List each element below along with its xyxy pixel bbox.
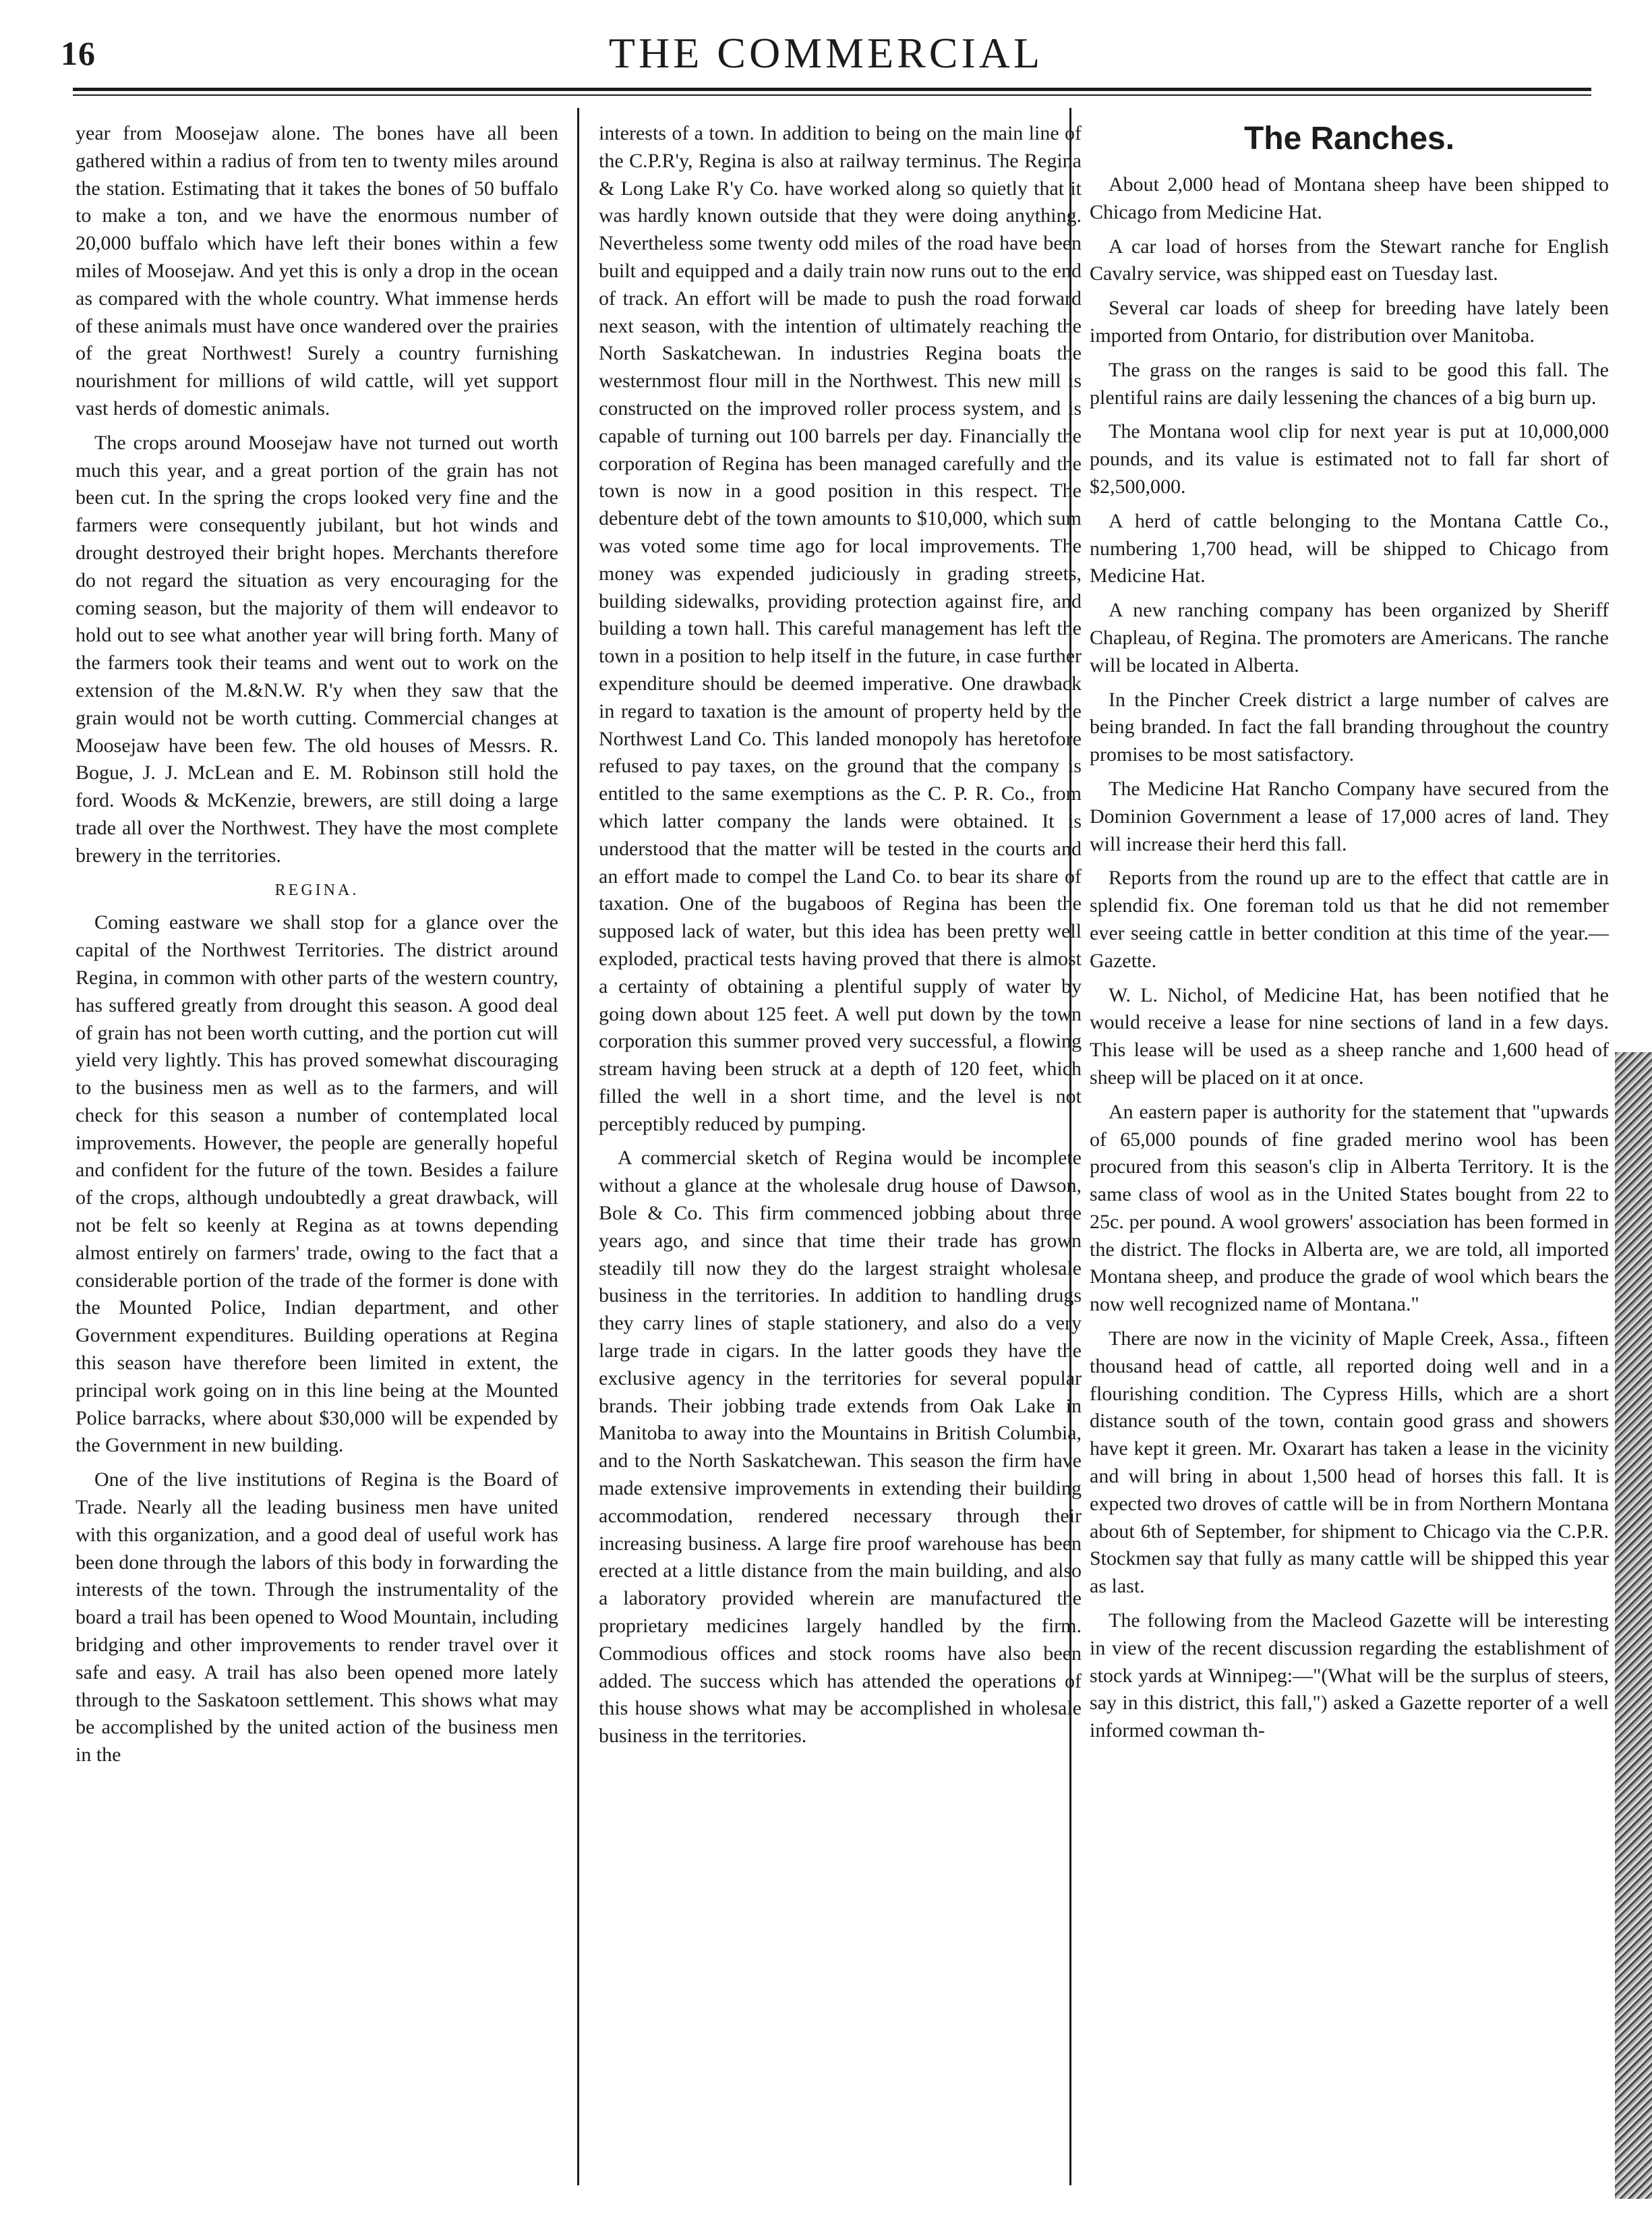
news-item: The Montana wool clip for next year is put at 10,000,000 pounds, and its value is estimated not to fall far short of $2,500,000.	[1090, 420, 1609, 498]
column-2	[599, 120, 1082, 2184]
article-paragraph: year from Moosejaw alone. The bones have all been gathered within a radius of from ten to twenty miles around the station. Estimating that it takes the bones of 50 buffalo to make a ton, and we have the enormous number of 20,000 buffalo which have left their bones within a few miles of Moosejaw. And yet this is only a drop in the ocean as compared with the whole country. What immense herds of these animals must have once wandered over the prairies of the great Northwest! Surely a country furnishing nourishment for millions of wild cattle, will yet support vast herds of domestic animals.	[76, 122, 558, 420]
ranches-heading: The Ranches.	[1243, 121, 1455, 156]
news-item: A car load of horses from the Stewart ranche for English Cavalry service, was shipped east on Tuesday last.	[1090, 235, 1609, 285]
news-item: An eastern paper is authority for the statement that "upwards of 65,000 pounds of fine graded merino wool has been procured from this season's clip in Alberta Territory. It is the same class of wool as in the United States bought from 22 to 25c. per pound. A wool growers' association has been formed in the district. The flocks in Alberta are, we are told, all imported Montana sheep, and produce the grade of wool which bears the now well recognized name of Montana."	[1090, 1100, 1609, 1316]
section-heading-regina: REGINA.	[274, 881, 359, 899]
news-item: W. L. Nichol, of Medicine Hat, has been notified that he would receive a lease for nine sections of land in a few days. This lease will be used as a sheep ranche and 1,600 head of sheep will be placed on it at once.	[1090, 983, 1609, 1089]
news-item: The Medicine Hat Rancho Company have secured from the Dominion Government a lease of 17,000 acres of land. They will increase their herd this fall.	[1090, 777, 1609, 855]
news-item: About 2,000 head of Montana sheep have been shipped to Chicago from Medicine Hat.	[1090, 173, 1609, 223]
article-paragraph: The crops around Moosejaw have not turned out worth much this year, and a great portion of the grain has not been cut. In the spring the crops looked very fine and the farmers were consequently jubilant, but hot winds and drought destroyed their bright hopes. Merchants therefore do not regard the situation as very encouraging for the coming season, but the majority of them will endeavor to hold out to see what another year will bring forth. Many of the farmers took their teams and went out to work on the extension of the M.&N.W. R'y when they saw that the grain would not be worth cutting. Commercial changes at Moosejaw have been few. The old houses of Messrs. R. Bogue, J. J. McLean and E. M. Robinson still hold the ford. Woods & McKenzie, brewers, are still doing a large trade all over the Northwest. They have the most complete brewery in the territories.	[76, 431, 558, 867]
header-rule-thin	[73, 94, 1591, 96]
column-1	[76, 120, 558, 2184]
page-number: 16	[61, 34, 96, 72]
news-item: In the Pincher Creek district a large number of calves are being branded. In fact the fall branding throughout the country promises to be most satisfactory.	[1090, 688, 1609, 766]
news-item: Reports from the round up are to the effect that cattle are in splendid fix. One foreman told us that he did not remember ever seeing cattle in better condition at this time of the year.—Gazette.	[1090, 867, 1609, 972]
news-item: Several car loads of sheep for breeding have lately been imported from Ontario, for distribution over Manitoba.	[1090, 297, 1609, 347]
news-item: There are now in the vicinity of Maple Creek, Assa., fifteen thousand head of cattle, all reported doing well and in a flourishing condition. The Cypress Hills, which are a short distance south of the town, contain good grass and showers have kept it green. Mr. Oxarart has taken a lease in the vicinity and will bring in about 1,500 head of horses this fall. It is expected two droves of cattle will be in from Northern Montana about 6th of September, for shipment to Chicago via the C.P.R. Stockmen say that fully as many cattle will be shipped this year as last.	[1090, 1327, 1609, 1598]
page-edge-shadow	[1615, 1052, 1652, 2199]
news-item: A new ranching company has been organized by Sheriff Chapleau, of Regina. The promoters are Americans. The ranche will be located in Alberta.	[1090, 599, 1609, 677]
news-item: The following from the Macleod Gazette will be interesting in view of the recent discussion regarding the establishment of stock yards at Winnipeg:—"(What will be the surplus of steers, say in this district, this fall,") asked a Gazette reporter of a well informed cowman th-	[1090, 1609, 1609, 1742]
column-divider	[577, 108, 579, 2185]
article-paragraph: interests of a town. In addition to being on the main line of the C.P.R'y, Regina is also at railway terminus. The Regina & Long Lake R'y Co. have worked along so quietly that it was hardly known outside that they were doing anything. Nevertheless some twenty odd miles of the road have been built and equipped and a daily train now runs out to the end of track. An effort will be made to push the road forward next season, with the intention of ultimately reaching the North Saskatchewan. In industries Regina boats the westernmost flour mill in the Northwest. This new mill is constructed on the improved roller process system, and is capable of turning out 100 barrels per day. Financially the corporation of Regina has been managed carefully and the town is now in a good position in this respect. The debenture debt of the town amounts to $10,000, which sum was voted some time ago for local improvements. The money was expended judiciously in grading streets, building sidewalks, providing protection against fire, and building a town hall. This careful management has left the town in a position to help itself in the future, in case further expenditure should be deemed imperative. One drawback in regard to taxation is the amount of property held by the Northwest Land Co. This landed monopoly has heretofore refused to pay taxes, on the ground that the company is entitled to the same exemptions as the C. P. R. Co., from which latter company the lands were obtained. It is understood that the matter will be tested in the courts and an effort made to compel the Land Co. to bear its share of taxation. One of the bugaboos of Regina has been the supposed lack of water, but this idea has been pretty well exploded, practical tests having proved that there is almost a certainty of obtaining a plentiful supply of water by going down about 125 feet. A well put down by the town corporation this summer proved very successful, a flowing stream having been struck at a depth of 120 feet, which filled the well in a short time, and the level is not perceptibly reduced by pumping.	[599, 122, 1082, 1135]
header-rule	[73, 88, 1591, 91]
news-item: A herd of cattle belonging to the Montana Cattle Co., numbering 1,700 head, will be shipped to Chicago from Medicine Hat.	[1090, 509, 1609, 587]
newspaper-masthead: THE COMMERCIAL	[608, 29, 1044, 77]
article-paragraph: A commercial sketch of Regina would be incomplete without a glance at the wholesale drug house of Dawson, Bole & Co. This firm commenced jobbing about three years ago, and since that time their trade has grown steadily till now they do the largest straight wholesale business in the territories. In addition to handling drugs they carry lines of staple stationery, and also do a very large trade in cigars. In the latter goods they have the exclusive agency in the territories for several popular brands. Their jobbing trade extends from Oak Lake in Manitoba to away into the Mountains in British Columbia, and to the North Saskatchewan. This season the firm have made extensive improvements in extending their building accommodation, rendered necessary through their increasing business. A large fire proof warehouse has been erected at a little distance from the main building, and also a laboratory provided wherein are manufactured the proprietary medicines largely handled by the firm. Commodious offices and stock rooms have also been added. The success which has attended the operations of this house shows what may be accomplished in wholesale business in the territories.	[599, 1147, 1082, 1748]
news-item: The grass on the ranges is said to be good this fall. The plentiful rains are daily lessening the chances of a big burn up.	[1090, 358, 1609, 409]
article-paragraph: Coming eastware we shall stop for a glance over the capital of the Northwest Territories. The district around Regina, in common with other parts of the western country, has suffered greatly from drought this season. A good deal of grain has not been worth cutting, and the portion cut will yield very lightly. This has proved somewhat discouraging to the business men as well as to the farmers, and will check for this season a number of contemplated local improvements. However, the people are generally hopeful and confident for the future of the town. Besides a failure of the crops, although undoubtedly a great drawback, will not be felt so keenly at Regina as at towns depending almost entirely on farmers' trade, owing to the fact that a considerable portion of the trade of the former is done with the Mounted Police, Indian department, and other Government expenditures. Building operations at Regina this season have therefore been limited in extent, the principal work going on in this line being at the Mounted Police barracks, where about $30,000 will be expended by the Government in new building.	[76, 911, 558, 1457]
column-3	[1090, 120, 1609, 2184]
article-paragraph: One of the live institutions of Regina is the Board of Trade. Nearly all the leading business men have united with this organization, and a good deal of useful work has been done through the labors of this body in forwarding the interests of the town. Through the instrumentality of the board a trail has been opened to Wood Mountain, including bridging and other improvements to render travel over it safe and easy. A trail has also been opened more lately through to the Saskatoon settlement. This shows what may be accomplished by the united action of the business men in the	[76, 1468, 558, 1766]
